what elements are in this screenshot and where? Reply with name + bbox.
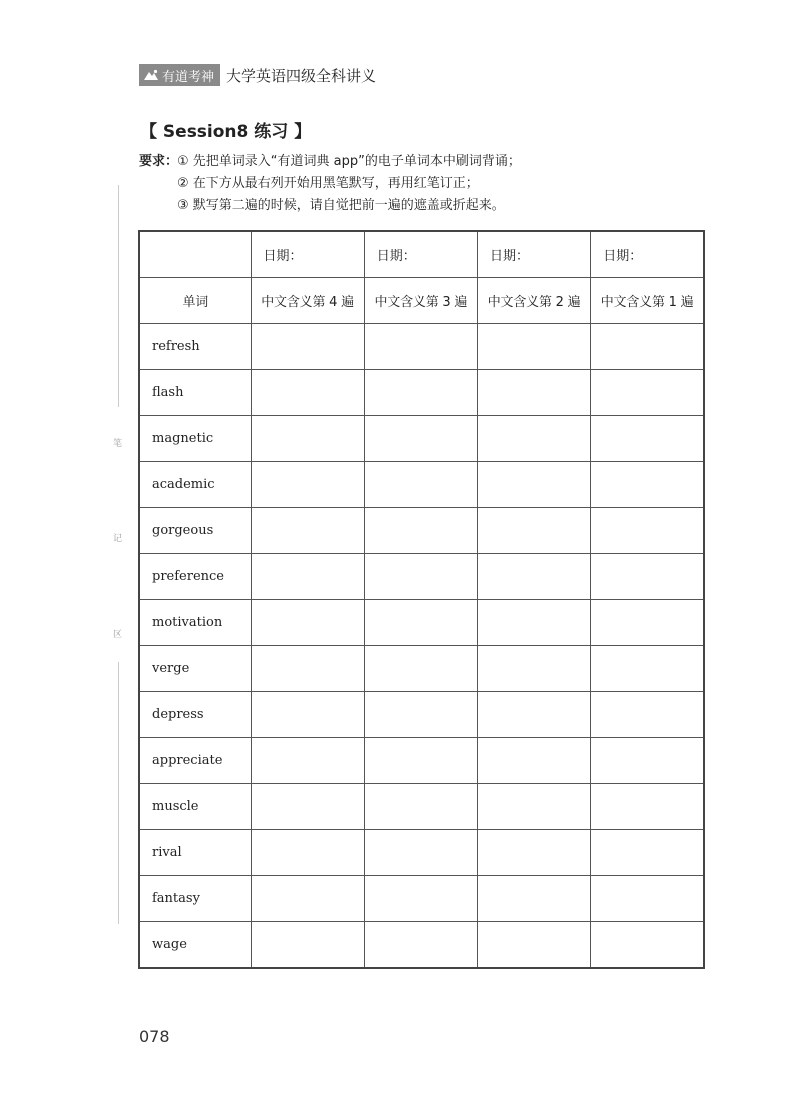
word-rows (139, 324, 704, 969)
margin-note-char: 记 (113, 534, 123, 544)
table-row (139, 692, 704, 738)
answer-cell[interactable] (364, 370, 477, 416)
table-row (139, 784, 704, 830)
requirement-item: ② 在下方从最右列开始用黑笔默写，再用红笔订正； (177, 176, 479, 191)
answer-cell[interactable] (364, 922, 477, 969)
answer-cell[interactable] (591, 508, 704, 554)
column-header: 中文含义第 3 遍 (364, 278, 477, 324)
answer-cell[interactable] (478, 508, 591, 554)
header-title: 大学英语四级全科讲义 (226, 66, 377, 85)
answer-cell[interactable] (591, 784, 704, 830)
requirement-line (139, 174, 521, 196)
table-row (139, 324, 704, 370)
requirement-line (139, 196, 521, 218)
answer-cell[interactable] (478, 830, 591, 876)
requirements (139, 152, 521, 218)
brand-name: 有道考神 (162, 69, 215, 85)
table-row (139, 922, 704, 969)
word-cell: academic (139, 462, 251, 508)
answer-cell[interactable] (364, 508, 477, 554)
word-cell: refresh (139, 324, 251, 370)
column-header: 中文含义第 1 遍 (591, 278, 704, 324)
date-cell[interactable]: 日期： (591, 231, 704, 278)
answer-cell[interactable] (591, 876, 704, 922)
answer-cell[interactable] (251, 738, 364, 784)
requirement-item: ③ 默写第二遍的时候，请自觉把前一遍的遮盖或折起来。 (177, 198, 505, 213)
table-row (139, 876, 704, 922)
answer-cell[interactable] (251, 554, 364, 600)
answer-cell[interactable] (478, 324, 591, 370)
answer-cell[interactable] (478, 554, 591, 600)
table-row (139, 508, 704, 554)
table-row (139, 462, 704, 508)
margin-note-char: 笔 (113, 439, 123, 449)
page-header (139, 64, 376, 86)
answer-cell[interactable] (591, 692, 704, 738)
word-cell: verge (139, 646, 251, 692)
answer-cell[interactable] (591, 370, 704, 416)
table-row (139, 600, 704, 646)
word-cell: fantasy (139, 876, 251, 922)
word-cell: muscle (139, 784, 251, 830)
answer-cell[interactable] (591, 416, 704, 462)
column-header: 中文含义第 2 遍 (478, 278, 591, 324)
answer-cell[interactable] (591, 554, 704, 600)
brand-badge (139, 64, 220, 86)
answer-cell[interactable] (251, 646, 364, 692)
answer-cell[interactable] (478, 600, 591, 646)
requirement-label: 要求： (139, 154, 179, 169)
answer-cell[interactable] (251, 692, 364, 738)
table-row (139, 738, 704, 784)
word-column-header: 单词 (139, 278, 251, 324)
answer-cell[interactable] (364, 600, 477, 646)
answer-cell[interactable] (478, 738, 591, 784)
answer-cell[interactable] (364, 416, 477, 462)
answer-cell[interactable] (364, 554, 477, 600)
brand-logo-icon (143, 69, 159, 81)
answer-cell[interactable] (478, 692, 591, 738)
answer-cell[interactable] (251, 324, 364, 370)
answer-cell[interactable] (591, 600, 704, 646)
answer-cell[interactable] (478, 876, 591, 922)
answer-cell[interactable] (591, 922, 704, 969)
word-cell: motivation (139, 600, 251, 646)
answer-cell[interactable] (364, 876, 477, 922)
answer-cell[interactable] (591, 646, 704, 692)
answer-cell[interactable] (478, 462, 591, 508)
word-cell: rival (139, 830, 251, 876)
table-row (139, 370, 704, 416)
answer-cell[interactable] (251, 600, 364, 646)
word-cell: magnetic (139, 416, 251, 462)
answer-cell[interactable] (364, 830, 477, 876)
table-row (139, 554, 704, 600)
table-row (139, 416, 704, 462)
word-cell: preference (139, 554, 251, 600)
answer-cell[interactable] (478, 646, 591, 692)
page-number: 078 (139, 1027, 170, 1046)
requirement-line (139, 152, 521, 174)
column-header: 中文含义第 4 遍 (251, 278, 364, 324)
answer-cell[interactable] (591, 830, 704, 876)
word-cell: appreciate (139, 738, 251, 784)
empty-corner-cell (139, 231, 251, 278)
margin-line (118, 662, 119, 924)
date-cell[interactable]: 日期： (251, 231, 364, 278)
answer-cell[interactable] (591, 462, 704, 508)
answer-cell[interactable] (478, 416, 591, 462)
answer-cell[interactable] (364, 462, 477, 508)
answer-cell[interactable] (364, 646, 477, 692)
session-title: 【 Session8 练习 】 (140, 122, 312, 142)
answer-cell[interactable] (251, 830, 364, 876)
answer-cell[interactable] (251, 416, 364, 462)
answer-cell[interactable] (364, 692, 477, 738)
answer-cell[interactable] (251, 462, 364, 508)
answer-cell[interactable] (478, 370, 591, 416)
word-cell: depress (139, 692, 251, 738)
table-row (139, 830, 704, 876)
answer-cell[interactable] (251, 876, 364, 922)
answer-cell[interactable] (478, 922, 591, 969)
requirement-item: ① 先把单词录入“有道词典 app”的电子单词本中刷词背诵； (177, 154, 521, 169)
word-cell: flash (139, 370, 251, 416)
header-row (139, 278, 704, 324)
word-cell: wage (139, 922, 251, 969)
answer-cell[interactable] (251, 784, 364, 830)
answer-cell[interactable] (251, 370, 364, 416)
answer-cell[interactable] (478, 784, 591, 830)
date-cell[interactable]: 日期： (478, 231, 591, 278)
answer-cell[interactable] (364, 324, 477, 370)
answer-cell[interactable] (591, 324, 704, 370)
date-row (139, 231, 704, 278)
margin-note-char: 区 (113, 630, 123, 640)
margin-line (118, 185, 119, 407)
word-cell: gorgeous (139, 508, 251, 554)
table-row (139, 646, 704, 692)
answer-cell[interactable] (251, 508, 364, 554)
date-cell[interactable]: 日期： (364, 231, 477, 278)
answer-cell[interactable] (364, 784, 477, 830)
answer-cell[interactable] (364, 738, 477, 784)
answer-cell[interactable] (251, 922, 364, 969)
answer-cell[interactable] (591, 738, 704, 784)
vocabulary-table (138, 230, 705, 969)
